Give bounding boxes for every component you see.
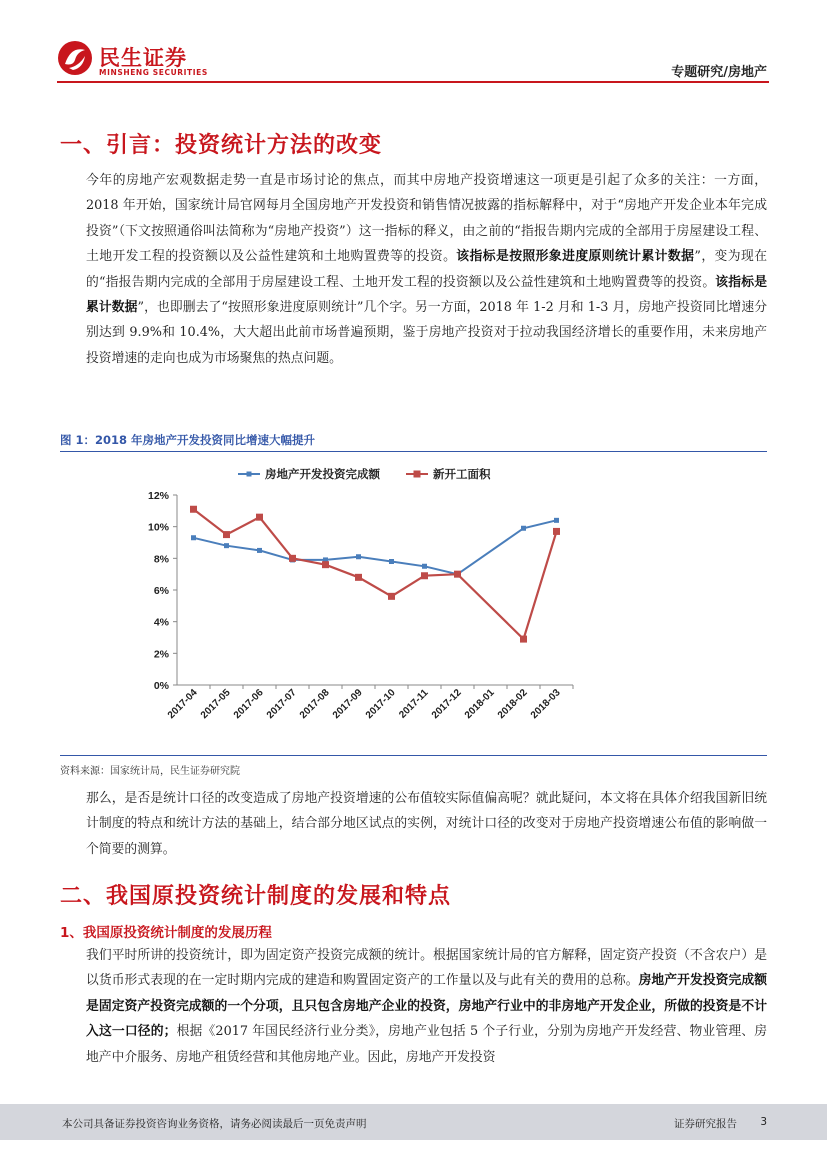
chart-series — [190, 506, 560, 643]
y-tick-label: 0% — [153, 680, 169, 692]
page-footer — [0, 1104, 827, 1140]
para-text: 我们平时所讲的投资统计，即为固定资产投资完成额的统计。根据国家统计局的官方解释，固定资产投资（不含农户）是以货币形式表现的在一定时期内完成的建造和购置固定资产的工作量以及与此有关的费用的总称。 — [86, 948, 767, 989]
footer-disclaimer: 本公司具备证券投资咨询业务资格，请务必阅读最后一页免责声明 — [62, 1118, 367, 1130]
figure-title: 图 1：2018 年房地产开发投资同比增速大幅提升 — [60, 433, 316, 447]
x-tick-label: 2017-05 — [198, 687, 233, 722]
section-1-paragraph-2: 那么，是否是统计口径的改变造成了房地产投资增速的公布值较实际值偏高呢？就此疑问，本文将在具体介绍我国新旧统计制度的特点和统计方法的基础上，结合部分地区试点的实例，对统计口径的改变对于房地产投资增速公布值的影响做一个简要的测算。 — [86, 791, 767, 857]
para-bold: 该指标是按照形象进度原则统计累计数据 — [456, 249, 695, 265]
section-1-paragraph-1 — [60, 168, 767, 371]
x-tick-label: 2017-09 — [330, 687, 365, 722]
y-tick-label: 6% — [153, 585, 169, 597]
data-point — [289, 555, 296, 562]
company-logo — [57, 40, 217, 80]
data-point — [355, 574, 362, 581]
x-tick-label: 2017-07 — [264, 687, 299, 722]
data-point — [322, 561, 329, 568]
minsheng-logo-icon — [57, 40, 93, 76]
y-ticks — [148, 490, 177, 692]
figure-bottom-rule — [60, 755, 767, 756]
legend-label: 新开工面积 — [433, 467, 491, 481]
x-tick-label: 2017-12 — [429, 687, 464, 722]
data-point — [422, 564, 427, 569]
data-point — [553, 528, 560, 535]
x-tick-label: 2018-03 — [528, 687, 563, 722]
line-chart — [60, 452, 767, 754]
data-point — [388, 593, 395, 600]
data-point — [190, 506, 197, 513]
header-divider — [57, 81, 769, 83]
footer-report-type: 证券研究报告 — [674, 1118, 737, 1130]
legend-swatch-marker — [414, 471, 421, 478]
subsection-1-title: 1、我国原投资统计制度的发展历程 — [60, 925, 272, 941]
data-point — [421, 572, 428, 579]
data-point — [256, 514, 263, 521]
x-tick-label: 2017-11 — [397, 687, 431, 721]
x-tick-label: 2018-02 — [495, 687, 530, 722]
data-point — [257, 548, 262, 553]
x-tick-label: 2018-01 — [462, 687, 497, 722]
para-text: ”，变为现在的“指报告期内完成的全部用于房屋建设工程、土地开发工程的投资额以及公益性建筑和土地购置费等的投资。 — [86, 249, 768, 290]
report-category: 专题研究/房地产 — [671, 65, 767, 80]
data-point — [554, 518, 559, 523]
data-point — [389, 559, 394, 564]
data-point — [454, 571, 461, 578]
para-text: ”，也即删去了“按照形象进度原则统计”几个字。另一方面，2018 年 1-2 月和 1-3 月，房地产投资同比增速分别达到 9.9%和 10.4%，大大超出此前市场普遍预期，鉴于房地产投资对于拉动我国经济增长的重要作用，未来房地产投资增速的走向也成为市场聚焦的热点问题。 — [86, 300, 768, 366]
chart-legend — [238, 467, 491, 481]
series-line-1 — [194, 520, 557, 574]
page-number: 3 — [760, 1116, 767, 1128]
y-tick-label: 8% — [153, 553, 169, 566]
series-line-2 — [194, 509, 557, 639]
data-point — [356, 554, 361, 559]
legend-swatch-marker — [247, 472, 252, 477]
section-1-title: 一、引言：投资统计方法的改变 — [60, 133, 383, 158]
x-tick-label: 2017-06 — [231, 687, 266, 722]
data-point — [224, 543, 229, 548]
y-tick-label: 2% — [153, 648, 169, 661]
para-text: 今年的房地产宏观数据走势一直是市场讨论的焦点，而其中房地产投资增速这一项更是引起了众多的关注：一方面，2018 年开始，国家统计局官网每月全国房地产开发投资和销售情况披露的指标解释中，对于“房地产开发企业本年完成投资”（下文按照通俗叫法简称为“房地产投资”）这一指标的释义，由之前的“指报告期内完成的全部用于房屋建设工程、土地开发工程的投资额以及公益性建筑和土地购置费等的投资。 — [86, 173, 767, 265]
x-tick-label: 2017-04 — [165, 687, 200, 722]
x-ticks — [166, 685, 573, 721]
data-point — [520, 636, 527, 643]
page-header — [0, 0, 827, 84]
para-text: 根据《2017 年国民经济行业分类》，房地产业包括 5 个子行业，分别为房地产开发经营、物业管理、房地产中介服务、房地产租赁经营和其他房地产业。因此，房地产开发投资 — [86, 1024, 767, 1065]
legend-label: 房地产开发投资完成额 — [265, 467, 380, 481]
logo-text-cn: 民生证券 — [99, 46, 187, 70]
x-tick-label: 2017-08 — [297, 687, 332, 722]
logo-text-en: MINSHENG SECURITIES — [99, 68, 208, 77]
x-tick-label: 2017-10 — [363, 687, 398, 722]
data-point — [521, 526, 526, 531]
section-2-paragraph-1 — [60, 943, 767, 1070]
y-tick-label: 12% — [147, 490, 169, 502]
para-bold: 房地产开发投资完成额是固定资产投资完成额的一个分项，且只包含房地产企业的投资，房地产行业中的非房地产开发企业，所做的投资是不计入这一口径的； — [86, 973, 768, 1040]
y-tick-label: 4% — [153, 616, 169, 629]
para-bold: 该指标是累计数据 — [86, 274, 768, 316]
data-point — [223, 531, 230, 538]
data-point — [191, 535, 196, 540]
section-2-title: 二、我国原投资统计制度的发展和特点 — [60, 884, 452, 909]
y-tick-label: 10% — [147, 521, 169, 534]
figure-source: 资料来源：国家统计局，民生证券研究院 — [60, 766, 240, 777]
